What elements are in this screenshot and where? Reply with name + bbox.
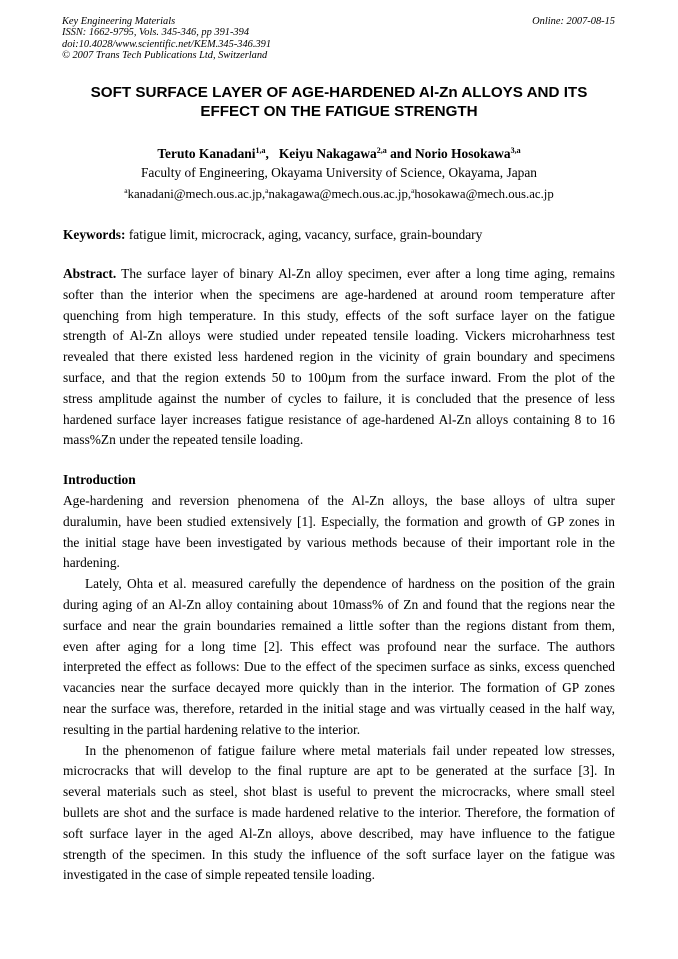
abstract-line: mass%Zn under the repeated tensile loading. (63, 432, 304, 448)
author-emails (40, 185, 638, 203)
email-mark: a (124, 186, 128, 195)
section-heading-introduction: Introduction (63, 472, 136, 487)
author-list: Teruto Kanadani$^{1,a}$, Keiyu Nakagawa$^{2,a}$ and Norio Hosokawa$^{3,a}$ (157, 146, 521, 161)
body-line: even after aging for a long time [2]. This effect was profound near the surface. The authors (63, 638, 615, 654)
author-name: Norio Hosokawa (415, 146, 511, 161)
body-line: strength of the specimen. In this study the influence of the soft surface layer on the fatigue was (63, 846, 615, 862)
body-line: surface and near the grain boundaries remained a little softer than the regions distant from them, (63, 617, 615, 633)
title-line: EFFECT ON THE FATIGUE STRENGTH (200, 103, 478, 120)
introduction-body (63, 491, 615, 886)
journal-header (62, 16, 271, 61)
body-line: several materials such as steel, shot blast is useful to prevent the microcracks, where small steel (63, 784, 615, 800)
body-line: Lately, Ohta et al. measured carefully the dependence of hardness on the position of the grain (85, 576, 615, 592)
abstract (63, 264, 615, 451)
email-mark: a (411, 186, 415, 195)
body-line: duralumin, have been studied extensively [1]. Especially, the formation and growth of GP zones in (63, 513, 615, 529)
body-line: Age-hardening and reversion phenomena of the Al-Zn alloys, the base alloys of ultra super (63, 493, 615, 508)
body-line: bullets are shot and the surface is made hardened relative to the interior. Therefore, the formation of (63, 804, 615, 820)
body-line: during aging of an Al-Zn alloy containing about 10mass% of Zn and found that the regions near the (63, 596, 615, 612)
body-line: interpreted the effect as follows: Due to the effect of the specimen surface as sinks, excess quenched (63, 659, 615, 675)
copyright-line: © 2007 Trans Tech Publications Ltd, Switzerland (62, 49, 268, 61)
doi-line: doi:10.4028/www.scientific.net/KEM.345-346.391 (62, 38, 272, 50)
abstract-line: quenching from high temperature. In this study, effects of the soft surface layer on the fatigue (63, 307, 615, 323)
author-affiliation-mark: 1,a (255, 146, 266, 155)
keywords-label: Keywords: (63, 227, 126, 242)
body-line: In the phenomenon of fatigue failure where metal materials fail under repeated low stresses, (85, 742, 615, 758)
keywords-text: fatigue limit, microcrack, aging, vacancy, surface, grain-boundary (128, 227, 483, 242)
paper-title (40, 83, 638, 121)
abstract-line: strength of Al-Zn alloys were studied under repeated tensile loading. Vickers microharhness test (63, 328, 615, 344)
body-line: hardening. (63, 555, 120, 571)
body-line: microcracks that will develop to the final rupture are apt to be generated at the surface [3]. In (63, 763, 615, 779)
body-line: vacancies near the surface decayed more quickly than in the interior. The formation of GP zones (63, 680, 615, 696)
abstract-line: softer than the interior when the specimens are age-hardened at around room temperature after (63, 286, 615, 302)
email-address: nakagawa@mech.ous.ac.jp, (268, 187, 412, 201)
issn-line: ISSN: 1662-9795, Vols. 345-346, pp 391-394 (62, 27, 250, 39)
abstract-line: surface, and that the region extends 50 to 100µm from the surface inward. From the plot of the (63, 369, 615, 385)
body-line: the initial stage have been investigated by various methods because of their important role in the (63, 534, 615, 550)
online-date: Online: 2007-08-15 (532, 16, 615, 27)
author-name: Keiyu Nakagawa (278, 146, 377, 161)
abstract-line: hardened surface layer increases fatigue resistance of age-hardened Al-Zn alloys containing 8 to 16 (63, 411, 615, 427)
email-address: hosokawa@mech.ous.ac.jp (414, 187, 554, 201)
email-address: kanadani@mech.ous.ac.jp, (127, 187, 266, 201)
abstract-text: The surface layer of binary Al-Zn alloy specimen, ever after a long time aging, remains (121, 266, 616, 281)
abstract-line (63, 264, 615, 285)
abstract-line: stress amplitude against the number of cycles to failure, it is concluded that the presence of less (63, 390, 615, 406)
author-name: Teruto Kanadani (157, 146, 256, 161)
abstract-line: revealed that there existed less hardened region in the vicinity of grain boundary and specimens (63, 349, 615, 365)
journal-name: Key Engineering Materials (62, 16, 176, 27)
affiliation: Faculty of Engineering, Okayama University of Science, Okayama, Japan (140, 165, 537, 180)
body-line: resulting in the partial hardening relative to the interior. (63, 721, 361, 737)
body-line: investigated in the case of simple repeated tensile loading. (63, 867, 375, 883)
keywords (63, 225, 615, 246)
author-affiliation-mark: 2,a (376, 146, 387, 155)
body-line: soft surface layer in the aged Al-Zn alloys, above described, may have influence to the fatigue (63, 825, 615, 841)
title-line: SOFT SURFACE LAYER OF AGE-HARDENED Al-Zn ALLOYS AND ITS (90, 84, 588, 101)
email-mark: a (265, 186, 269, 195)
author-affiliation-mark: 3,a (510, 146, 521, 155)
author-conjunction: and (390, 146, 412, 161)
abstract-label: Abstract. (63, 266, 117, 281)
body-line: near the surface was, therefore, retarded in the initial stage and was virtually ceased in the half way, (63, 700, 615, 716)
